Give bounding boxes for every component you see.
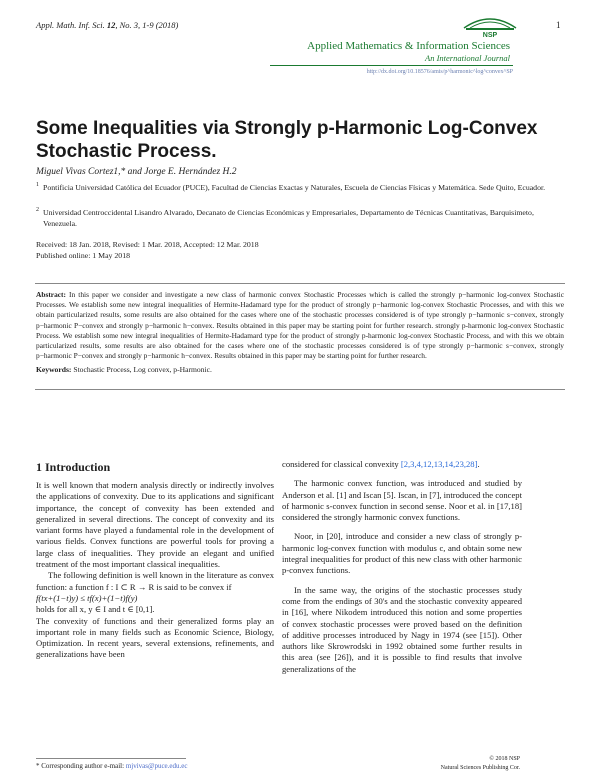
intro-paragraph-6: The harmonic convex function, was introduced and studied by Anderson et al. [1] and Iscan [5]. Iscan, in [7], introduced the concept of harmonic s-convex function in second sense. Noor et al. in [17,18] considered the strongly harmonic convex functions. [282, 478, 522, 523]
intro-paragraph-4: The convexity of functions and their generalized forms play an important role in many fields such as Economic Science, Biology, Optimization. In recent years, several extensions, refinements, and generalizations have been [36, 615, 274, 660]
doi-link[interactable]: http://dx.doi.org/10.18576/amis/p^harmonic^log^convex^SP [366, 69, 513, 75]
convexity-equation: f(tx+(1−t)y) ≤ tf(x)+(1−t)f(y) [36, 592, 138, 603]
authors: Miguel Vivas Cortez1,* and Jorge E. Hernández H.2 [36, 167, 237, 177]
header-rule [270, 65, 513, 66]
intro-paragraph-5: considered for classical convexity [2,3,4,12,13,14,23,28]. [282, 459, 480, 469]
author-email-link[interactable]: mjvivas@puce.edu.ec [125, 762, 188, 770]
intro-paragraph-2: The following definition is well known in the literature as convex function: a function f : I ⊂ R → R is said to be convex if [36, 570, 274, 592]
page-number: 1 [556, 20, 561, 30]
affiliation-2: 2 Universidad Centroccidental Lisandro Alvarado, Decanato de Ciencias Económicas y Empresariales, Departamento de Técnicas Cuantitativas, Barquisimeto, Venezuela. [36, 207, 534, 228]
logo-text: NSP [482, 32, 498, 38]
left-column [36, 480, 274, 661]
abstract: Abstract: In this paper we consider and investigate a new class of harmonic convex Stochastic Processes which is called the strongly p−harmonic log-convex Stochastic Processes. We establish some new integral inequalities of Hermite-Hadamard type for the product of strongly p−harmonic log-convex Stochastic Processes, and with this we obtain particularized results, some results are also obtained for the cases where one of the stochastic processes considered is of type strongly p−harmonic s−convex, strongly p−harmonic P−convex and strongly p−harmonic h−convex. Results obtained in this paper may be starting point for further research. strongly p-harmonic log-convex Stochastic Process. We establish some new integral inequalities of Hermite-Hadamard type for the product of strongly p-harmonic log-convex Stochastic Process, and with this we obtain particularized results, some results are also obtained for the cases where one of the stochastic processes considered is of type strongly p−harmonic s−convex, strongly p−harmonic P−convex and strongly p−harmonic h−convex. Results obtained in this paper may be starting point for further research. [36, 290, 564, 361]
keywords: Keywords: Stochastic Process, Log convex, p-Harmonic. [36, 365, 212, 374]
citation-links[interactable]: [2,3,4,12,13,14,23,28] [400, 459, 478, 469]
corresponding-author: * Corresponding author e-mail: mjvivas@puce.edu.ec [36, 762, 188, 770]
publisher: Natural Sciences Publishing Cor. [440, 765, 520, 771]
intro-paragraph-3: holds for all x, y ∈ I and t ∈ [0,1]. [36, 604, 155, 615]
journal-tagline: An International Journal [425, 53, 510, 63]
affiliation-1: 1 Pontificia Universidad Católica del Ecuador (PUCE), Facultad de Ciencias Exactas y Naturales, Escuela de Ciencias Físicas y Matemática. Sede Quito, Ecuador. [36, 182, 546, 192]
intro-paragraph-8: In the same way, the origins of the stochastic processes study come from the endings of 30's and the stochastic convexity appeared in [16], where Nikodem introduced this notion and some properties of convex stochastic processes were proved based on the definition of additive processes introduced by Nagy in 1974 (see [15]). Other authors like Skrowrodski in 1992 obtained some further results in this area (see [26]), and it is possible to find results that involve generalizations of the [282, 584, 522, 674]
paper-title: Some Inequalities via Strongly p-Harmonic Log-Convex Stochastic Process. [36, 118, 538, 162]
journal-citation: Appl. Math. Inf. Sci. 12, No. 3, 1-9 (2018) [36, 20, 179, 30]
nsp-logo-icon [460, 12, 520, 38]
journal-name: Applied Mathematics & Information Sciences [307, 40, 510, 52]
right-column [282, 459, 522, 675]
footnote-rule [36, 758, 186, 759]
section-heading: 1 Introduction [36, 460, 111, 474]
copyright: © 2018 NSP [489, 756, 520, 762]
intro-paragraph-7: Noor, in [20], introduce and consider a new class of strongly p-harmonic log-convex function with modulus c, and obtain some new integral inequalities for product of this new class with other harmonic p-convex functions. [282, 531, 522, 576]
intro-paragraph-1: It is well known that modern analysis directly or indirectly involves the applications of convexity. Due to its applications and significant importance, the concept of convexity has been extended and generalized in several directions. The concept of convexity and its variant forms have played a fundamental role in the development of various fields. Convex functions are powerful tools for proving a large class of inequalities. They provide an elegant and unified treatment of the most important classical inequalities. [36, 480, 274, 570]
article-dates: Received: 18 Jan. 2018, Revised: 1 Mar. 2018, Accepted: 12 Mar. 2018 Published online: 1 May 2018 [36, 240, 259, 260]
